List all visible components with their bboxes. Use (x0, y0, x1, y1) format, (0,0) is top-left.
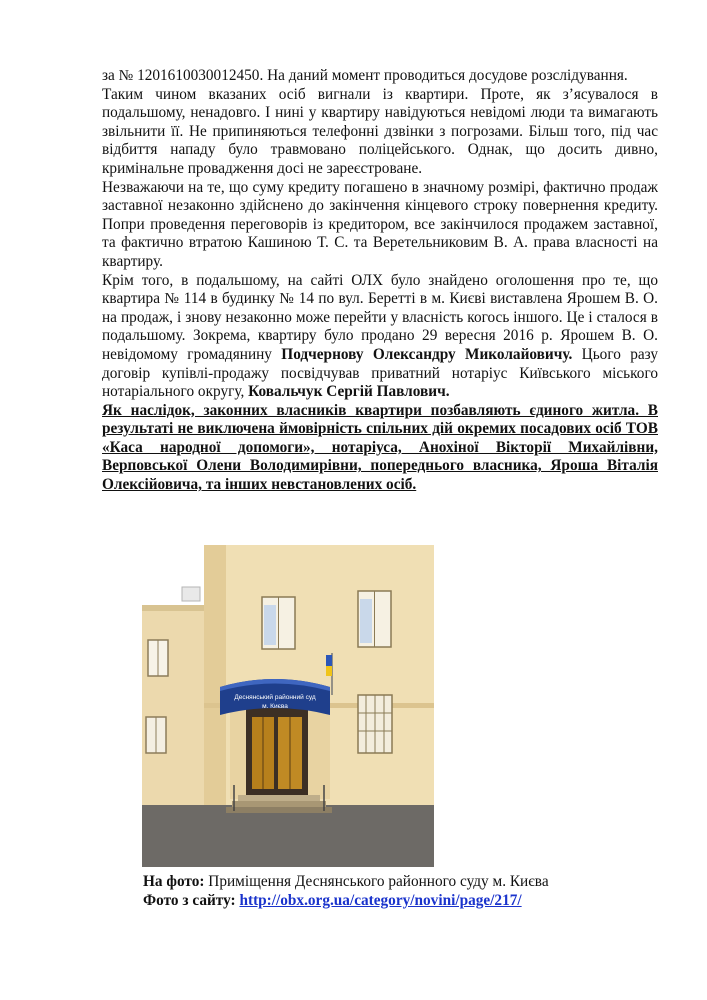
caption-line-1 (143, 872, 549, 891)
caption-label-photo: На фото: (143, 873, 205, 890)
notary-name: Ковальчук Сергій Павлович. (248, 383, 450, 401)
caption-text-photo: Приміщення Деснянського районного суду м. Києва (204, 873, 549, 890)
photo-caption (143, 872, 549, 910)
conclusion-paragraph: Як наслідок, законних власників квартири позбавляють єдиного житла. В результаті не виключена ймовірність спільних дій окремих посадових осіб ТОВ «Каса народної допомоги», нотаріуса, Анохіної Вікторії Михайлівни, Верповської Олени Володимирівни, попереднього власника, Яроша Віталія Олексійовича, та інших невстановлених осіб. (102, 401, 658, 494)
court-sign-line-2: м. Києва (262, 703, 288, 710)
caption-line-2 (143, 891, 549, 910)
court-sign-line-1: Деснянський районний суд (234, 694, 316, 701)
court-building-photo (142, 545, 434, 867)
source-link[interactable]: http://obx.org.ua/category/novini/page/217/ (239, 892, 522, 909)
paragraph-3: Незважаючи на те, що суму кредиту погашено в значному розмірі, фактично продаж заставної незаконно здійснено до закінчення кінцевого строку повернення кредиту. Попри проведення переговорів із кредитором, все закінчилося продажем заставної, та фактично втратою Кашиною Т. С. та Веретельниковим В. А. права власності на квартиру. (102, 178, 658, 270)
paragraph-1: за № 1201610030012450. На даний момент проводиться досудове розслідування. (102, 67, 628, 84)
paragraph-4 (102, 272, 658, 402)
paragraph-4-text-a: Крім того, в подальшому, на сайті ОЛХ було знайдено оголошення про те, що квартира № 114 в будинку № 14 по вул. Беретті в м. Києві виставлена Ярошем В. О. на продаж, і знову незаконно може перейти у власність когось іншого. Це і сталося в подальшому. Зокрема, квартиру було продано 29 вересня 2016 р. Ярошем В. О. невідомому громадянину (102, 271, 658, 363)
court-building-illustration (142, 545, 434, 867)
caption-label-source: Фото з сайту: (143, 892, 236, 909)
paragraph-2: Таким чином вказаних осіб вигнали із квартири. Проте, як з’ясувалося в подальшому, ненадовго. І нині у квартиру навідуються невідомі люди та вимагають звільнити її. Не припиняються телефонні дзвінки з погрозами. Більш того, під час відбиття нападу було травмовано поліцейського. Однак, що досить дивно, кримінальне провадження досі не зареєстроване. (102, 85, 658, 177)
buyer-name: Подчернову Олександру Миколайовичу. (281, 345, 573, 363)
paragraph-4-text-c: Цього разу договір купівлі-продажу посвідчував приватний нотаріус Київського міського нотаріального округу, (102, 345, 659, 401)
document-body (102, 67, 658, 495)
